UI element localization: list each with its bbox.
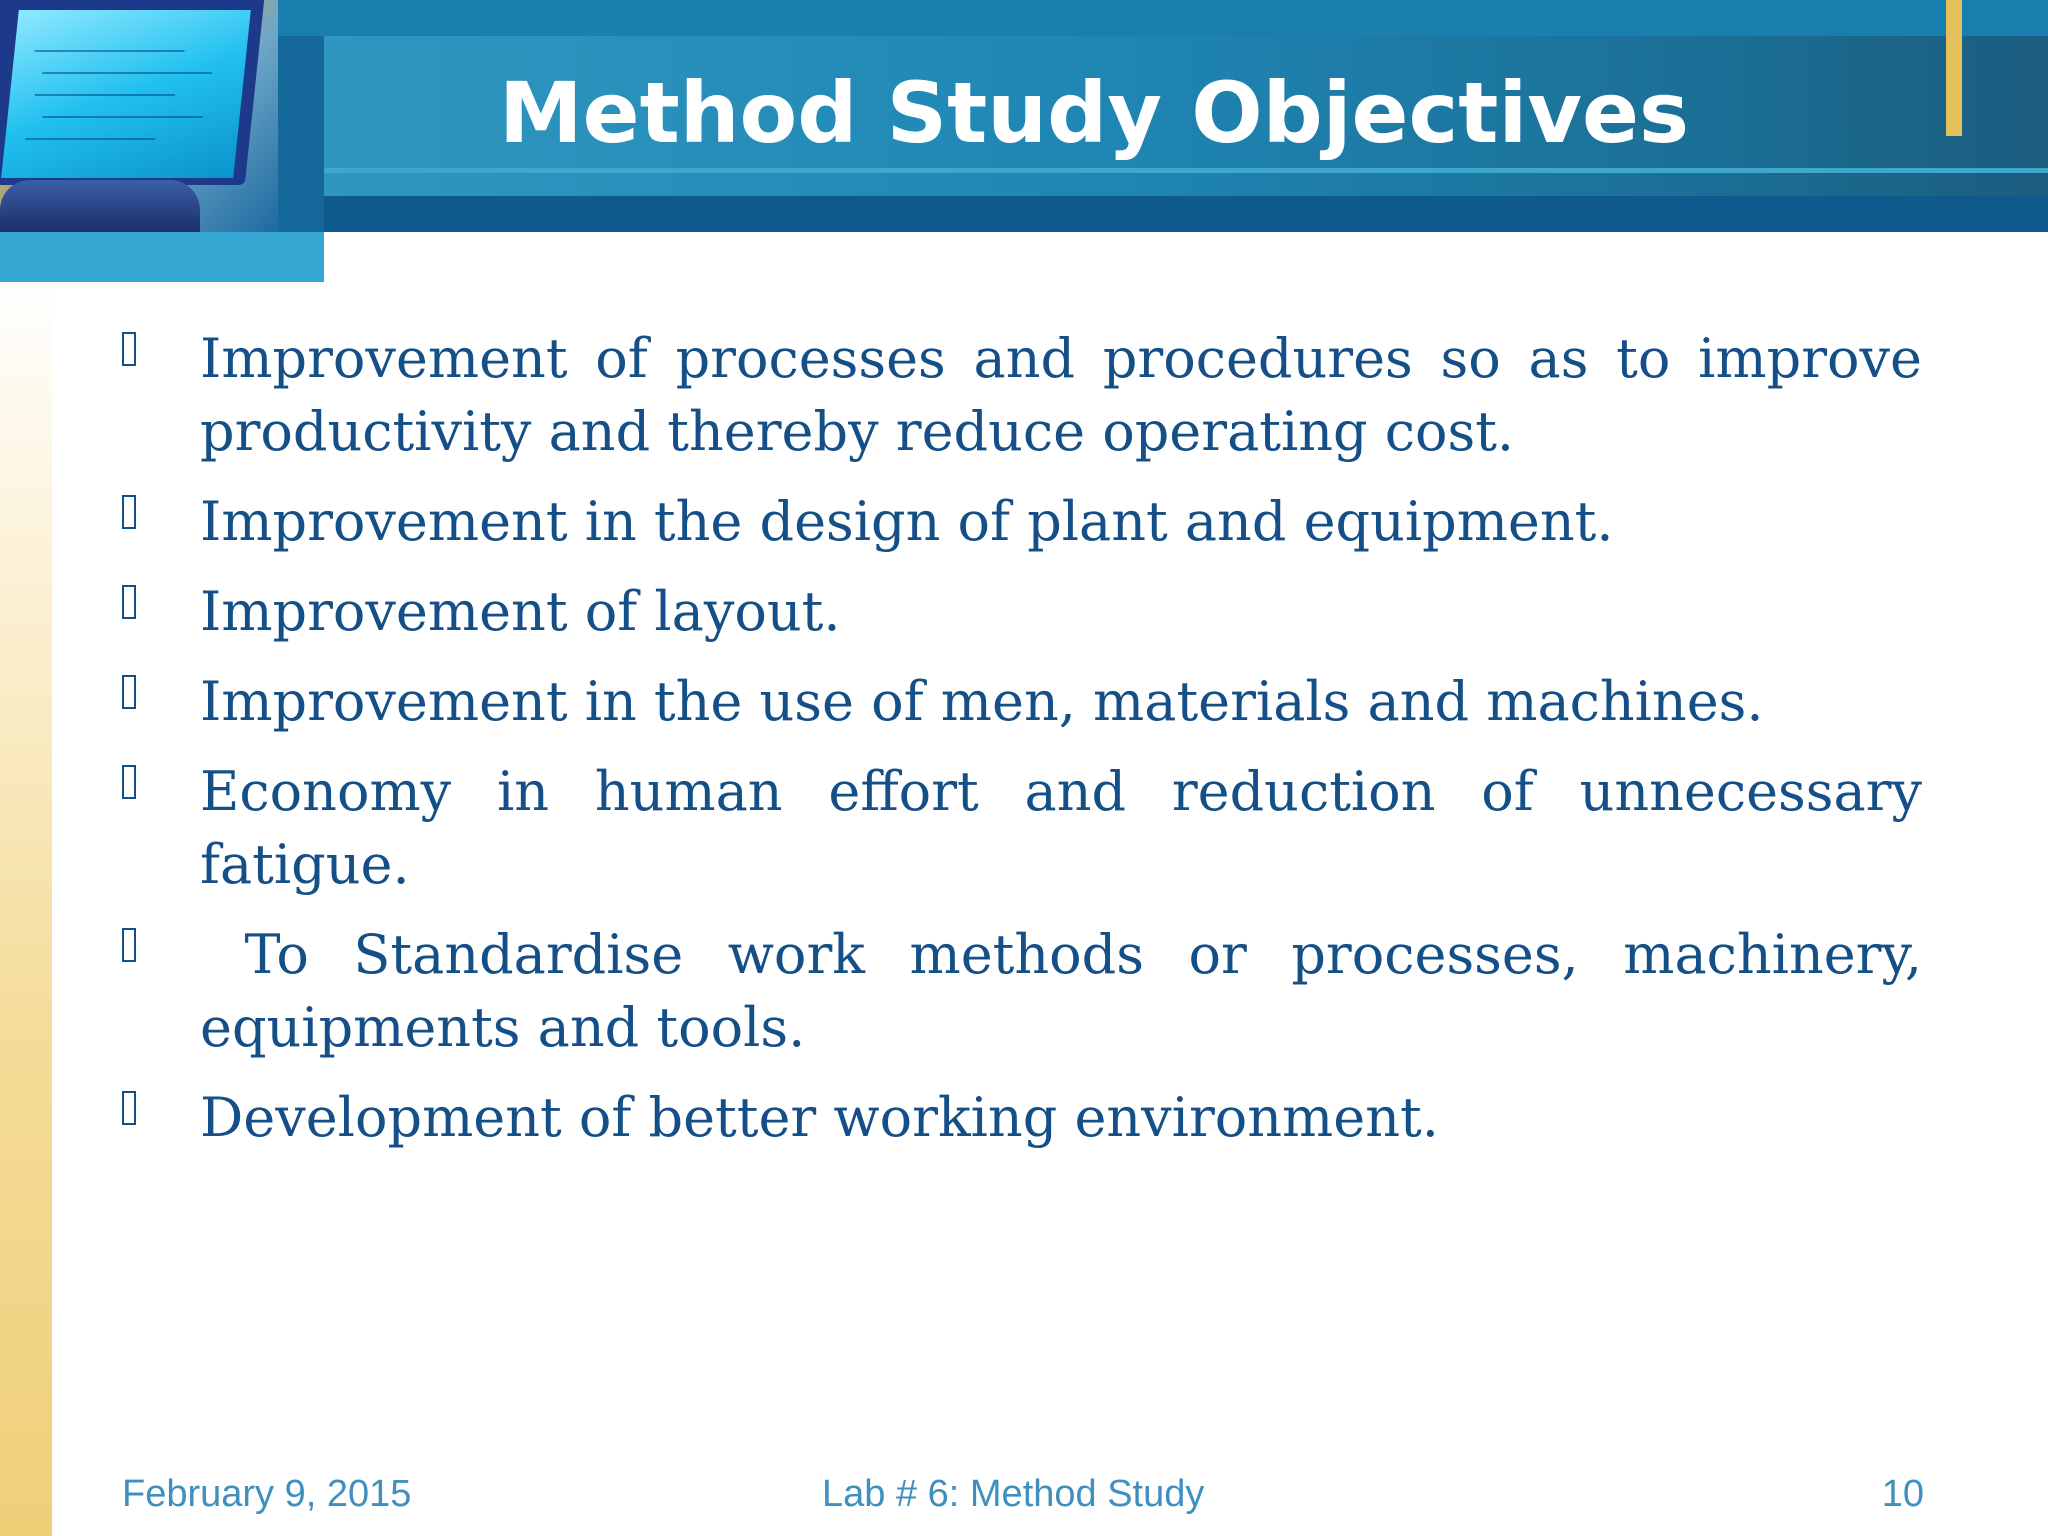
header-bottom-band [324,196,2048,232]
left-gold-strip [0,282,52,1536]
page-number: 10 [1881,1473,1924,1515]
square-bullet-icon [122,585,136,619]
light-blue-tab [0,232,324,282]
list-item [122,665,1922,738]
bullet-list [122,322,1940,1171]
bullet-text: Improvement in the design of plant and equipment. [200,490,1614,553]
computer-monitor-icon [0,0,278,232]
monitor-screen [1,10,251,178]
list-item [122,918,1940,1064]
square-bullet-icon [122,1091,136,1125]
bullet-text: Economy in human effort and reduction of unnecessary fatigue. [200,760,1922,896]
bullet-text: Improvement of processes and procedures so as to improve productivity and thereby reduce operating cost. [200,327,1922,463]
screen-line [35,94,175,96]
square-bullet-icon [122,495,136,529]
screen-line [42,72,212,74]
list-item [122,575,1922,648]
screen-line [34,50,184,52]
gold-accent-bar [1946,0,1962,136]
list-item [122,485,1922,558]
screen-line [42,116,202,118]
square-bullet-icon [122,765,136,799]
list-item [122,1081,1922,1154]
monitor-base [0,180,200,232]
square-bullet-icon [122,332,136,366]
list-item [122,322,1922,468]
bullet-text: To Standardise work methods or processes, machinery, equipments and tools. [200,923,1940,1059]
square-bullet-icon [122,928,136,962]
header-top-strip [0,0,2048,36]
footer-title: Lab # 6: Method Study [822,1473,1205,1515]
slide-title: Method Study Objectives [499,64,1689,162]
footer-date: February 9, 2015 [122,1473,412,1515]
square-bullet-icon [122,675,136,709]
screen-line [25,138,155,140]
list-item [122,755,1922,901]
title-band-line [324,168,2048,173]
bullet-text: Improvement in the use of men, materials and machines. [200,670,1764,733]
bullet-text: Improvement of layout. [200,580,841,643]
bullet-text: Development of better working environment. [200,1086,1439,1149]
